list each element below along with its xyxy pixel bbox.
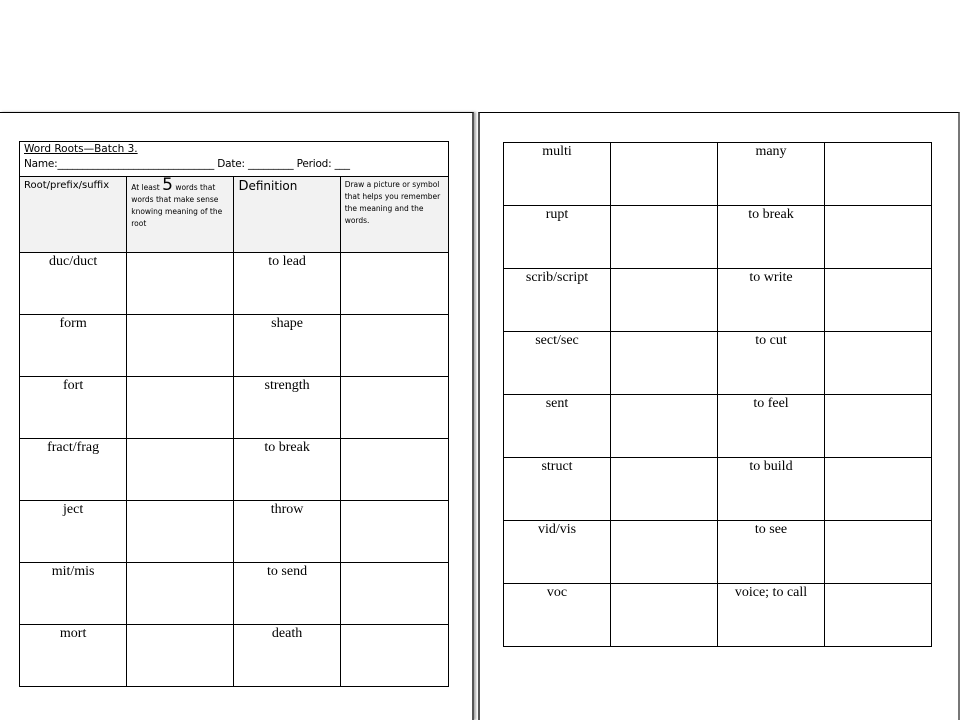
header-definition-rest: efinition: [248, 179, 298, 193]
drawing-cell[interactable]: [825, 269, 932, 332]
drawing-cell[interactable]: [825, 521, 932, 584]
root-cell: rupt: [504, 206, 611, 269]
definition-cell: to feel: [718, 395, 825, 458]
definition-cell: to break: [234, 439, 340, 501]
root-cell: mort: [20, 625, 127, 687]
words-cell[interactable]: [127, 501, 234, 563]
definition-cell: to write: [718, 269, 825, 332]
drawing-cell[interactable]: [825, 143, 932, 206]
words-cell[interactable]: [127, 377, 234, 439]
header-draw: Draw a picture or symbol that helps you remember the meaning and the words.: [340, 177, 448, 253]
drawing-cell[interactable]: [340, 439, 448, 501]
name-date-period-line: [24, 157, 448, 172]
root-cell: fort: [20, 377, 127, 439]
worksheet-title: Word Roots—Batch 3.: [24, 143, 138, 155]
worksheet-page-right: [478, 112, 960, 720]
table-row: [504, 395, 932, 458]
period-blank: ___: [334, 158, 350, 170]
header-words-num: 5: [162, 175, 173, 195]
drawing-cell[interactable]: [825, 332, 932, 395]
date-label: Date:: [217, 158, 245, 170]
definition-cell: voice; to call: [718, 584, 825, 647]
table-row: [504, 521, 932, 584]
drawing-cell[interactable]: [340, 563, 448, 625]
drawing-cell[interactable]: [825, 206, 932, 269]
words-cell[interactable]: [127, 625, 234, 687]
table-row: [504, 269, 932, 332]
definition-cell: throw: [234, 501, 340, 563]
drawing-cell[interactable]: [340, 315, 448, 377]
header-row: [20, 177, 449, 253]
words-cell[interactable]: [611, 269, 718, 332]
title-cell: [20, 142, 449, 177]
words-cell[interactable]: [611, 521, 718, 584]
table-row: [20, 377, 449, 439]
word-roots-table-right: [503, 142, 932, 647]
root-cell: sect/sec: [504, 332, 611, 395]
words-cell[interactable]: [611, 584, 718, 647]
definition-cell: to see: [718, 521, 825, 584]
words-cell[interactable]: [611, 332, 718, 395]
root-cell: voc: [504, 584, 611, 647]
words-cell[interactable]: [127, 315, 234, 377]
table-row: [504, 584, 932, 647]
definition-cell: strength: [234, 377, 340, 439]
drawing-cell[interactable]: [825, 395, 932, 458]
worksheet-page-left: [0, 112, 474, 720]
words-cell[interactable]: [611, 206, 718, 269]
definition-cell: to send: [234, 563, 340, 625]
definition-cell: to build: [718, 458, 825, 521]
table-row: [504, 206, 932, 269]
header-definition: [234, 177, 340, 253]
definition-cell: shape: [234, 315, 340, 377]
header-words: [127, 177, 234, 253]
words-cell[interactable]: [611, 143, 718, 206]
words-cell[interactable]: [611, 458, 718, 521]
table-row: [20, 315, 449, 377]
table-row: [20, 439, 449, 501]
name-label: Name:: [24, 158, 58, 170]
table-row: [20, 501, 449, 563]
words-cell[interactable]: [127, 439, 234, 501]
definition-cell: to lead: [234, 253, 340, 315]
root-cell: struct: [504, 458, 611, 521]
definition-cell: death: [234, 625, 340, 687]
words-cell[interactable]: [611, 395, 718, 458]
words-cell[interactable]: [127, 563, 234, 625]
drawing-cell[interactable]: [340, 377, 448, 439]
root-cell: mit/mis: [20, 563, 127, 625]
root-cell: vid/vis: [504, 521, 611, 584]
root-cell: duc/duct: [20, 253, 127, 315]
period-label: Period:: [296, 158, 332, 170]
definition-cell: to break: [718, 206, 825, 269]
table-row: [504, 143, 932, 206]
definition-cell: to cut: [718, 332, 825, 395]
root-cell: fract/frag: [20, 439, 127, 501]
header-words-pre: At least: [131, 183, 160, 192]
drawing-cell[interactable]: [340, 253, 448, 315]
root-cell: form: [20, 315, 127, 377]
word-roots-table-left: [19, 141, 449, 687]
root-cell: scrib/script: [504, 269, 611, 332]
definition-cell: many: [718, 143, 825, 206]
header-words-post: words that words that make sense knowing meaning of the root: [131, 183, 223, 228]
drawing-cell[interactable]: [340, 625, 448, 687]
root-cell: ject: [20, 501, 127, 563]
table-row: [20, 563, 449, 625]
drawing-cell[interactable]: [825, 458, 932, 521]
title-row: [20, 142, 449, 177]
table-row: [20, 253, 449, 315]
words-cell[interactable]: [127, 253, 234, 315]
drawing-cell[interactable]: [825, 584, 932, 647]
header-definition-initial: D: [238, 179, 249, 194]
root-cell: multi: [504, 143, 611, 206]
table-row: [504, 332, 932, 395]
drawing-cell[interactable]: [340, 501, 448, 563]
table-row: [20, 625, 449, 687]
date-blank: _________: [248, 158, 294, 170]
table-row: [504, 458, 932, 521]
root-cell: sent: [504, 395, 611, 458]
header-root: Root/prefix/suffix: [20, 177, 127, 253]
name-blank: _______________________________: [57, 158, 215, 170]
